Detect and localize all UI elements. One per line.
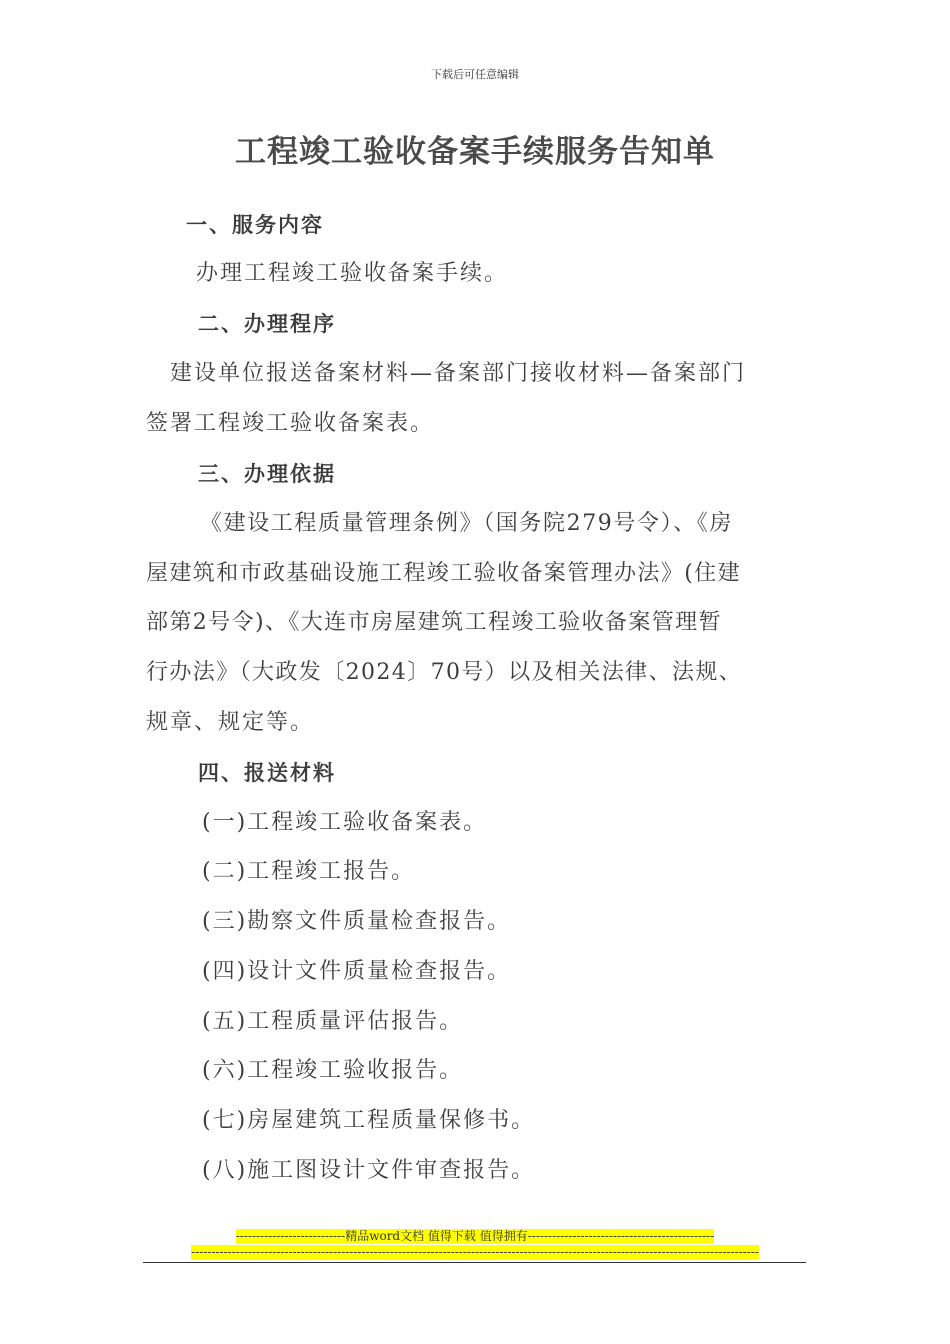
basis-line-2: 屋建筑和市政基础设施工程竣工验收备案管理办法》(住建 xyxy=(146,561,741,586)
basis-line-3: 部第2号令)、《大连市房屋建筑工程竣工验收备案管理暂 xyxy=(146,610,722,635)
service-content-text: 办理工程竣工验收备案手续。 xyxy=(196,261,509,286)
procedure-line-2: 签署工程竣工验收备案表。 xyxy=(146,411,435,436)
footer-divider xyxy=(143,1262,806,1263)
basis-line-1: 《建设工程质量管理条例》（国务院279号令）、《房 xyxy=(200,511,733,536)
material-item: (一)工程竣工验收备案表。 xyxy=(202,810,488,835)
basis-line-5: 规章、规定等。 xyxy=(146,710,315,735)
section-heading-basis: 三、办理依据 xyxy=(198,462,336,486)
section-heading-procedure: 二、办理程序 xyxy=(198,312,336,336)
section-heading-materials: 四、报送材料 xyxy=(198,761,336,785)
material-item: (八)施工图设计文件审查报告。 xyxy=(202,1158,536,1183)
material-item: (七)房屋建筑工程质量保修书。 xyxy=(202,1108,536,1133)
material-item: (六)工程竣工验收报告。 xyxy=(202,1058,464,1083)
footer-banner-line-2 xyxy=(0,1245,950,1260)
material-item: (四)设计文件质量检查报告。 xyxy=(202,959,512,984)
basis-line-4: 行办法》（大政发〔2024〕70号）以及相关法律、法规、 xyxy=(146,660,743,685)
header-note: 下载后可任意编辑 xyxy=(431,68,519,81)
procedure-line-1: 建设单位报送备案材料—备案部门接收材料—备案部门 xyxy=(170,361,747,386)
material-item: (三)勘察文件质量检查报告。 xyxy=(202,909,512,934)
footer-banner-text-2: -------------------------------------------------------------------------------------------------------------------------------------------- xyxy=(191,1245,759,1259)
material-item: (五)工程质量评估报告。 xyxy=(202,1009,464,1034)
material-item: (二)工程竣工报告。 xyxy=(202,859,416,884)
footer-banner-line-1 xyxy=(0,1229,950,1244)
page-title: 工程竣工验收备案手续服务告知单 xyxy=(235,134,715,170)
section-heading-service-content: 一、服务内容 xyxy=(186,213,324,237)
footer-banner-text-1: ---------------------------精品word文档 值得下载 值得拥有---------------------------------------------- xyxy=(235,1229,715,1243)
